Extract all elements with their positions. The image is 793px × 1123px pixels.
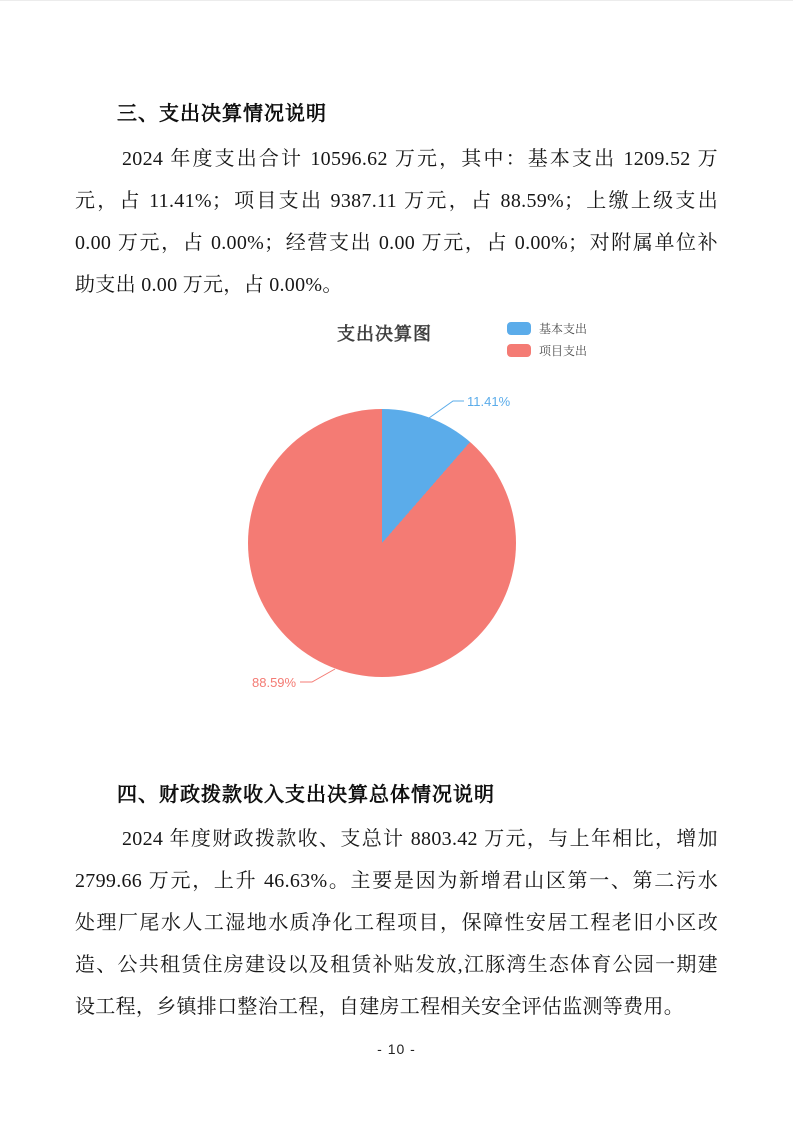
text-line: 2024 年度财政拨款收、支总计 8803.42 万元，与上年相比，增加 bbox=[122, 828, 718, 850]
page-number: - 10 - bbox=[377, 1041, 416, 1057]
chart-title: 支出决算图 bbox=[337, 324, 432, 344]
legend-item-project bbox=[507, 344, 587, 357]
pie bbox=[248, 409, 516, 677]
section-3-heading: 三、支出决算情况说明 bbox=[117, 103, 327, 125]
chart-legend bbox=[507, 322, 587, 366]
section-4-heading: 四、财政拨款收入支出决算总体情况说明 bbox=[117, 784, 495, 806]
text-line: 0.00 万元，占 0.00%；经营支出 0.00 万元，占 0.00%；对附属单位补 bbox=[75, 232, 718, 254]
section-3-paragraph bbox=[75, 138, 718, 306]
legend-swatch-basic-icon bbox=[507, 322, 531, 335]
text-line: 处理厂尾水人工湿地水质净化工程项目，保障性安居工程老旧小区改 bbox=[75, 912, 718, 934]
text-line: 2024 年度支出合计 10596.62 万元，其中：基本支出 1209.52 万 bbox=[122, 148, 718, 170]
section-4-paragraph bbox=[75, 818, 718, 1028]
legend-label-basic: 基本支出 bbox=[539, 322, 588, 336]
legend-label-project: 项目支出 bbox=[539, 344, 588, 358]
text-line: 设工程，乡镇排口整治工程，自建房工程相关安全评估监测等费用。 bbox=[75, 996, 684, 1018]
pie-label-project: 88.59% bbox=[252, 675, 297, 690]
legend-swatch-project-icon bbox=[507, 344, 531, 357]
leader-line-basic bbox=[429, 401, 464, 418]
text-line: 助支出 0.00 万元，占 0.00%。 bbox=[75, 274, 343, 296]
legend-item-basic bbox=[507, 322, 587, 335]
text-line: 2799.66 万元，上升 46.63%。主要是因为新增君山区第一、第二污水 bbox=[75, 870, 718, 892]
text-line: 造、公共租赁住房建设以及租赁补贴发放,江豚湾生态体育公园一期建 bbox=[75, 954, 718, 976]
text-line: 元，占 11.41%；项目支出 9387.11 万元，占 88.59%；上缴上级支出 bbox=[75, 190, 718, 212]
leader-line-project bbox=[300, 669, 335, 682]
pie-label-basic: 11.41% bbox=[467, 394, 511, 409]
